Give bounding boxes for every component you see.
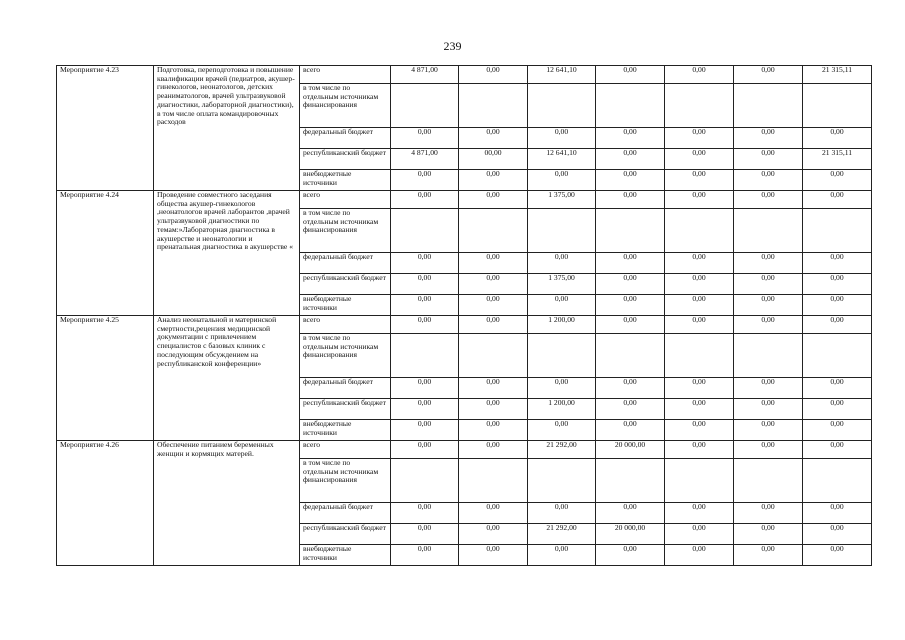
amount-cell: 0,00: [734, 66, 803, 84]
amount-cell: 0,00: [596, 378, 665, 399]
funding-source: внебюджетные источники: [300, 295, 391, 316]
funding-source: в том числе по отдельным источникам финансирования: [300, 334, 391, 378]
amount-cell: 0,00: [665, 399, 734, 420]
amount-cell: 0,00: [459, 253, 528, 274]
funding-source: всего: [300, 66, 391, 84]
amount-cell: 0,00: [459, 503, 528, 524]
amount-cell: 0,00: [596, 399, 665, 420]
table-row: [57, 191, 872, 209]
amount-cell: [803, 209, 872, 253]
amount-cell: 0,00: [459, 378, 528, 399]
amount-cell: 0,00: [391, 295, 459, 316]
amount-cell: 0,00: [528, 420, 596, 441]
amount-cell: 0,00: [734, 545, 803, 566]
amount-cell: 0,00: [596, 503, 665, 524]
amount-cell: [803, 334, 872, 378]
amount-cell: [665, 84, 734, 128]
amount-cell: 0,00: [734, 503, 803, 524]
amount-cell: 0,00: [803, 420, 872, 441]
amount-cell: 0,00: [734, 253, 803, 274]
amount-cell: 0,00: [803, 399, 872, 420]
amount-cell: 0,00: [528, 128, 596, 149]
amount-cell: 0,00: [734, 378, 803, 399]
funding-source: всего: [300, 316, 391, 334]
amount-cell: 4 871,00: [391, 149, 459, 170]
table-body: [57, 66, 872, 566]
activity-name: Мероприятие 4.23: [57, 66, 154, 191]
amount-cell: [528, 209, 596, 253]
table-row: [57, 316, 872, 334]
funding-source: внебюджетные источники: [300, 545, 391, 566]
amount-cell: [459, 84, 528, 128]
amount-cell: 0,00: [391, 378, 459, 399]
amount-cell: [528, 334, 596, 378]
activity-name: Мероприятие 4.24: [57, 191, 154, 316]
amount-cell: 0,00: [803, 378, 872, 399]
amount-cell: 0,00: [803, 274, 872, 295]
amount-cell: 0,00: [665, 128, 734, 149]
amount-cell: 21 315,11: [803, 149, 872, 170]
amount-cell: 0,00: [459, 545, 528, 566]
amount-cell: 00,00: [459, 149, 528, 170]
amount-cell: 0,00: [528, 295, 596, 316]
amount-cell: 0,00: [391, 191, 459, 209]
amount-cell: 0,00: [803, 503, 872, 524]
amount-cell: 0,00: [803, 295, 872, 316]
amount-cell: 0,00: [391, 274, 459, 295]
amount-cell: 0,00: [528, 503, 596, 524]
amount-cell: 0,00: [596, 149, 665, 170]
amount-cell: 0,00: [391, 170, 459, 191]
amount-cell: 0,00: [665, 378, 734, 399]
amount-cell: [665, 209, 734, 253]
amount-cell: 21 315,11: [803, 66, 872, 84]
amount-cell: 0,00: [391, 503, 459, 524]
amount-cell: [391, 84, 459, 128]
amount-cell: 0,00: [734, 274, 803, 295]
amount-cell: 0,00: [528, 253, 596, 274]
amount-cell: 0,00: [734, 524, 803, 545]
amount-cell: [734, 209, 803, 253]
amount-cell: 0,00: [459, 66, 528, 84]
funding-source: республиканский бюджет: [300, 399, 391, 420]
amount-cell: 12 641,10: [528, 149, 596, 170]
amount-cell: 0,00: [803, 170, 872, 191]
amount-cell: 21 292,00: [528, 441, 596, 459]
amount-cell: 0,00: [459, 524, 528, 545]
amount-cell: 0,00: [665, 295, 734, 316]
amount-cell: 0,00: [803, 441, 872, 459]
funding-source: в том числе по отдельным источникам финансирования: [300, 209, 391, 253]
amount-cell: 0,00: [459, 399, 528, 420]
table-row: [57, 66, 872, 84]
amount-cell: 0,00: [665, 149, 734, 170]
amount-cell: 0,00: [459, 316, 528, 334]
amount-cell: 0,00: [665, 441, 734, 459]
amount-cell: [803, 84, 872, 128]
amount-cell: 0,00: [665, 170, 734, 191]
amount-cell: 0,00: [391, 128, 459, 149]
funding-source: всего: [300, 191, 391, 209]
amount-cell: [665, 459, 734, 503]
amount-cell: 1 375,00: [528, 274, 596, 295]
amount-cell: [734, 84, 803, 128]
amount-cell: 0,00: [665, 191, 734, 209]
table-row: [57, 441, 872, 459]
activity-description: Анализ неонатальной и материнской смертности,рецензия медицинской документации с привлечением специалистов с базовых клиник с последующим обсуждением на республиканской конференции»: [154, 316, 300, 441]
amount-cell: 0,00: [459, 295, 528, 316]
amount-cell: 0,00: [734, 149, 803, 170]
amount-cell: 0,00: [459, 274, 528, 295]
amount-cell: 0,00: [459, 420, 528, 441]
activity-name: Мероприятие 4.26: [57, 441, 154, 566]
amount-cell: 0,00: [734, 128, 803, 149]
amount-cell: [734, 334, 803, 378]
amount-cell: 1 375,00: [528, 191, 596, 209]
amount-cell: 0,00: [596, 545, 665, 566]
funding-source: федеральный бюджет: [300, 378, 391, 399]
amount-cell: 20 000,00: [596, 441, 665, 459]
amount-cell: 0,00: [391, 420, 459, 441]
amount-cell: [596, 209, 665, 253]
funding-source: внебюджетные источники: [300, 170, 391, 191]
amount-cell: 0,00: [391, 441, 459, 459]
funding-source: внебюджетные источники: [300, 420, 391, 441]
amount-cell: 0,00: [459, 441, 528, 459]
amount-cell: [528, 84, 596, 128]
amount-cell: 0,00: [665, 420, 734, 441]
amount-cell: 0,00: [596, 253, 665, 274]
amount-cell: 0,00: [596, 128, 665, 149]
funding-source: в том числе по отдельным источникам финансирования: [300, 84, 391, 128]
amount-cell: 0,00: [665, 274, 734, 295]
amount-cell: 0,00: [528, 378, 596, 399]
funding-source: республиканский бюджет: [300, 274, 391, 295]
amount-cell: 0,00: [391, 253, 459, 274]
amount-cell: 0,00: [803, 128, 872, 149]
amount-cell: 0,00: [528, 170, 596, 191]
amount-cell: [459, 209, 528, 253]
page-number: 239: [443, 39, 462, 53]
amount-cell: 0,00: [596, 66, 665, 84]
amount-cell: 0,00: [596, 420, 665, 441]
amount-cell: 0,00: [665, 545, 734, 566]
activity-description: Подготовка, переподготовка и повышение квалификации врачей (педиатров, акушер-гинекологов, неонатологов, детских реаниматологов, врачей ультразвуковой диагностики, лабораторной диагностики), в том числе оплата командировочных расходов: [154, 66, 300, 191]
amount-cell: 1 200,00: [528, 399, 596, 420]
funding-source: в том числе по отдельным источникам финансирования: [300, 459, 391, 503]
amount-cell: 0,00: [803, 253, 872, 274]
funding-source: всего: [300, 441, 391, 459]
amount-cell: 0,00: [734, 170, 803, 191]
budget-table: [56, 65, 872, 566]
amount-cell: 1 200,00: [528, 316, 596, 334]
amount-cell: 0,00: [459, 128, 528, 149]
amount-cell: [391, 334, 459, 378]
amount-cell: 0,00: [665, 66, 734, 84]
amount-cell: 4 871,00: [391, 66, 459, 84]
amount-cell: [459, 334, 528, 378]
amount-cell: 0,00: [734, 420, 803, 441]
funding-source: федеральный бюджет: [300, 503, 391, 524]
amount-cell: [459, 459, 528, 503]
amount-cell: [803, 459, 872, 503]
amount-cell: [596, 459, 665, 503]
amount-cell: [596, 334, 665, 378]
amount-cell: 0,00: [734, 399, 803, 420]
amount-cell: 12 641,10: [528, 66, 596, 84]
amount-cell: [596, 84, 665, 128]
activity-name: Мероприятие 4.25: [57, 316, 154, 441]
amount-cell: [665, 334, 734, 378]
amount-cell: 0,00: [734, 191, 803, 209]
amount-cell: 0,00: [803, 191, 872, 209]
amount-cell: 0,00: [665, 524, 734, 545]
funding-source: республиканский бюджет: [300, 149, 391, 170]
funding-source: федеральный бюджет: [300, 253, 391, 274]
amount-cell: 0,00: [734, 316, 803, 334]
amount-cell: 0,00: [391, 316, 459, 334]
amount-cell: [528, 459, 596, 503]
amount-cell: 0,00: [665, 316, 734, 334]
amount-cell: [391, 209, 459, 253]
amount-cell: 0,00: [665, 503, 734, 524]
amount-cell: 0,00: [459, 170, 528, 191]
amount-cell: 0,00: [391, 524, 459, 545]
amount-cell: 0,00: [803, 545, 872, 566]
amount-cell: [391, 459, 459, 503]
amount-cell: 0,00: [596, 295, 665, 316]
amount-cell: 0,00: [665, 253, 734, 274]
amount-cell: 0,00: [803, 316, 872, 334]
amount-cell: 21 292,00: [528, 524, 596, 545]
amount-cell: [734, 459, 803, 503]
amount-cell: 0,00: [734, 295, 803, 316]
amount-cell: 0,00: [596, 191, 665, 209]
funding-source: республиканский бюджет: [300, 524, 391, 545]
amount-cell: 0,00: [803, 524, 872, 545]
amount-cell: 0,00: [596, 274, 665, 295]
amount-cell: 0,00: [528, 545, 596, 566]
activity-description: Проведение совместного заседания общества акушер-гинекологов ,неонатологов врачей лаборантов ,врачей ультразвуковой диагностики по темам:»Лабораторная диагностика в акушерстве и неонатологии и пренатальная диагностика в акушерстве «: [154, 191, 300, 316]
amount-cell: 0,00: [596, 170, 665, 191]
amount-cell: 0,00: [391, 399, 459, 420]
amount-cell: 0,00: [391, 545, 459, 566]
amount-cell: 0,00: [459, 191, 528, 209]
amount-cell: 20 000,00: [596, 524, 665, 545]
amount-cell: 0,00: [596, 316, 665, 334]
amount-cell: 0,00: [734, 441, 803, 459]
funding-source: федеральный бюджет: [300, 128, 391, 149]
activity-description: Обеспечение питанием беременных женщин и кормящих матерей.: [154, 441, 300, 566]
